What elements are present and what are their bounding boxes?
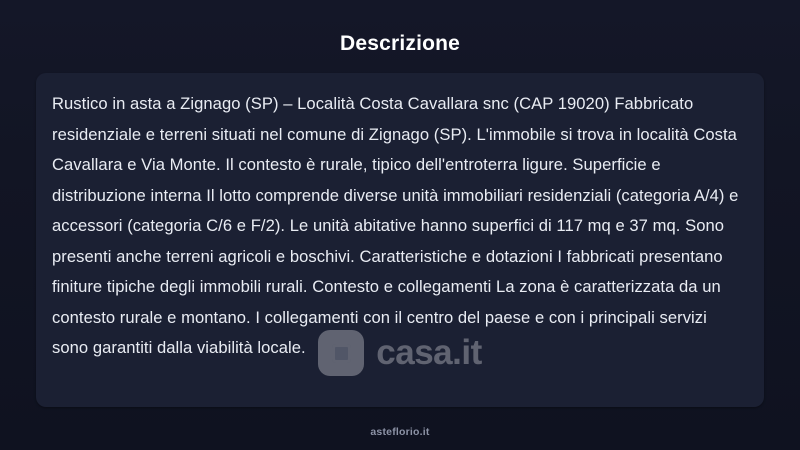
watermark-label: casa.it bbox=[376, 333, 482, 372]
description-text: Rustico in asta a Zignago (SP) – Località Costa Cavallara snc (CAP 19020) Fabbricato residenziale e terreni situati nel comune di Zignago (SP). L'immobile si trova in località Costa Cavallara e Via Monte. Il contesto è rurale, tipico dell'entroterra ligure. Superficie e distribuzione interna Il lotto comprende diverse unità immobiliari residenziali (categoria A/4) e accessori (categoria C/6 e F/2). Le unità abitative hanno superfici di 117 mq e 37 mq. Sono presenti anche terreni agricoli e boschivi. Caratteristiche e dotazioni I fabbricati presentano finiture tipiche degli immobili rurali. Contesto e collegamenti La zona è caratterizzata da un contesto rurale e montano. I collegamenti con il centro del paese e con i principali servizi sono garantiti dalla viabilità locale. bbox=[52, 94, 739, 357]
footer-source-label: asteflorio.it bbox=[370, 426, 430, 438]
description-card bbox=[36, 73, 764, 407]
page-title: Descrizione bbox=[339, 32, 461, 55]
